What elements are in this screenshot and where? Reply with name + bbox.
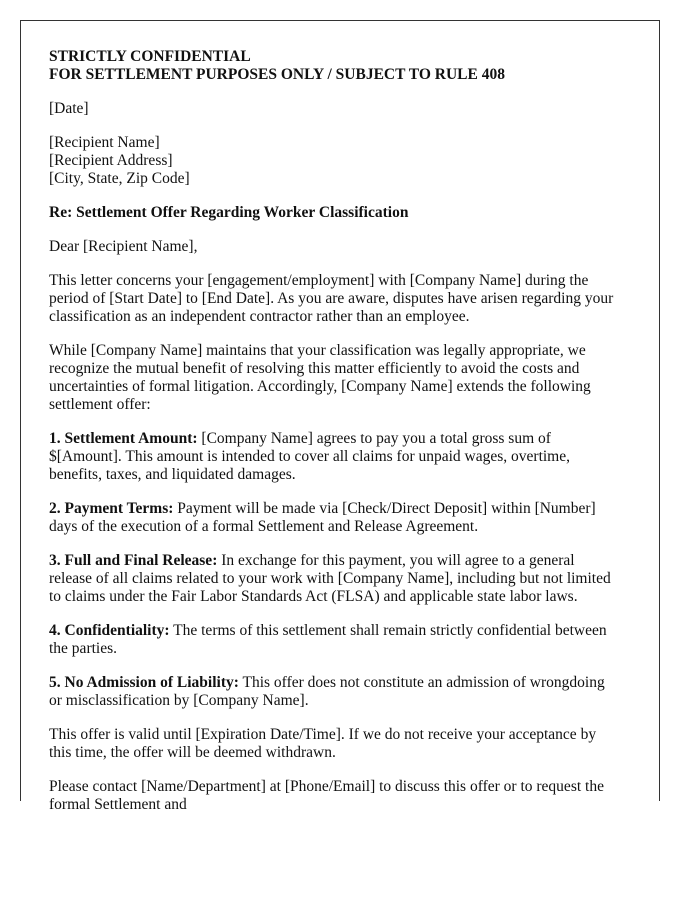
term-no-admission-liability	[49, 674, 649, 710]
validity-paragraph	[49, 726, 649, 762]
text-line: Please contact [Name/Department] at [Phone/Email] to discuss this offer or to request the	[49, 778, 604, 795]
text-line: uncertainties of formal litigation. Accordingly, [Company Name] extends the following	[49, 378, 591, 395]
recipient-block	[49, 134, 649, 188]
contact-paragraph	[49, 778, 649, 814]
confidentiality-header	[49, 48, 649, 84]
term-label: 3. Full and Final Release:	[49, 552, 218, 569]
letter-content	[49, 48, 649, 830]
text-line: This offer does not constitute an admission of wrongdoing	[238, 674, 605, 691]
salutation: Dear [Recipient Name],	[49, 238, 198, 255]
text-line: period of [Start Date] to [End Date]. As you are aware, disputes have arisen regarding your	[49, 290, 614, 307]
subject-line: Re: Settlement Offer Regarding Worker Classification	[49, 204, 409, 221]
recipient-city-state-zip: [City, State, Zip Code]	[49, 170, 190, 187]
text-line: release of all claims related to your work with [Company Name], including but not limited	[49, 570, 611, 587]
text-line: This letter concerns your [engagement/employment] with [Company Name] during the	[49, 272, 589, 289]
text-line: the parties.	[49, 640, 118, 657]
text-line: $[Amount]. This amount is intended to cover all claims for unpaid wages, overtime,	[49, 448, 570, 465]
text-line: The terms of this settlement shall remain strictly confidential between	[169, 622, 607, 639]
term-payment-terms	[49, 500, 649, 536]
text-line: benefits, taxes, and liquidated damages.	[49, 466, 296, 483]
term-label: 1. Settlement Amount:	[49, 430, 198, 447]
text-line: settlement offer:	[49, 396, 151, 413]
text-line: This offer is valid until [Expiration Date/Time]. If we do not receive your acceptance by	[49, 726, 597, 743]
text-line: recognize the mutual benefit of resolving this matter efficiently to avoid the costs and	[49, 360, 580, 377]
header-line-1: STRICTLY CONFIDENTIAL	[49, 48, 251, 65]
term-label: 2. Payment Terms:	[49, 500, 174, 517]
text-line: Payment will be made via [Check/Direct Deposit] within [Number]	[173, 500, 596, 517]
text-line: While [Company Name] maintains that your classification was legally appropriate, we	[49, 342, 586, 359]
text-line: [Company Name] agrees to pay you a total gross sum of	[197, 430, 551, 447]
term-label: 5. No Admission of Liability:	[49, 674, 239, 691]
term-settlement-amount	[49, 430, 649, 484]
header-line-2: FOR SETTLEMENT PURPOSES ONLY / SUBJECT TO RULE 408	[49, 66, 505, 83]
letter-date: [Date]	[49, 100, 89, 117]
text-line: classification as an independent contractor rather than an employee.	[49, 308, 470, 325]
text-line: In exchange for this payment, you will agree to a general	[217, 552, 575, 569]
text-line: to claims under the Fair Labor Standards Act (FLSA) and applicable state labor laws.	[49, 588, 578, 605]
text-line: days of the execution of a formal Settlement and Release Agreement.	[49, 518, 479, 535]
text-line: or misclassification by [Company Name].	[49, 692, 309, 709]
term-label: 4. Confidentiality:	[49, 622, 170, 639]
recipient-address: [Recipient Address]	[49, 152, 173, 169]
intro-paragraph	[49, 272, 649, 326]
offer-intro-paragraph	[49, 342, 649, 414]
text-line: formal Settlement and	[49, 796, 187, 813]
recipient-name: [Recipient Name]	[49, 134, 160, 151]
letter-page	[20, 20, 660, 813]
term-full-final-release	[49, 552, 649, 606]
term-confidentiality	[49, 622, 649, 658]
text-line: this time, the offer will be deemed withdrawn.	[49, 744, 336, 761]
